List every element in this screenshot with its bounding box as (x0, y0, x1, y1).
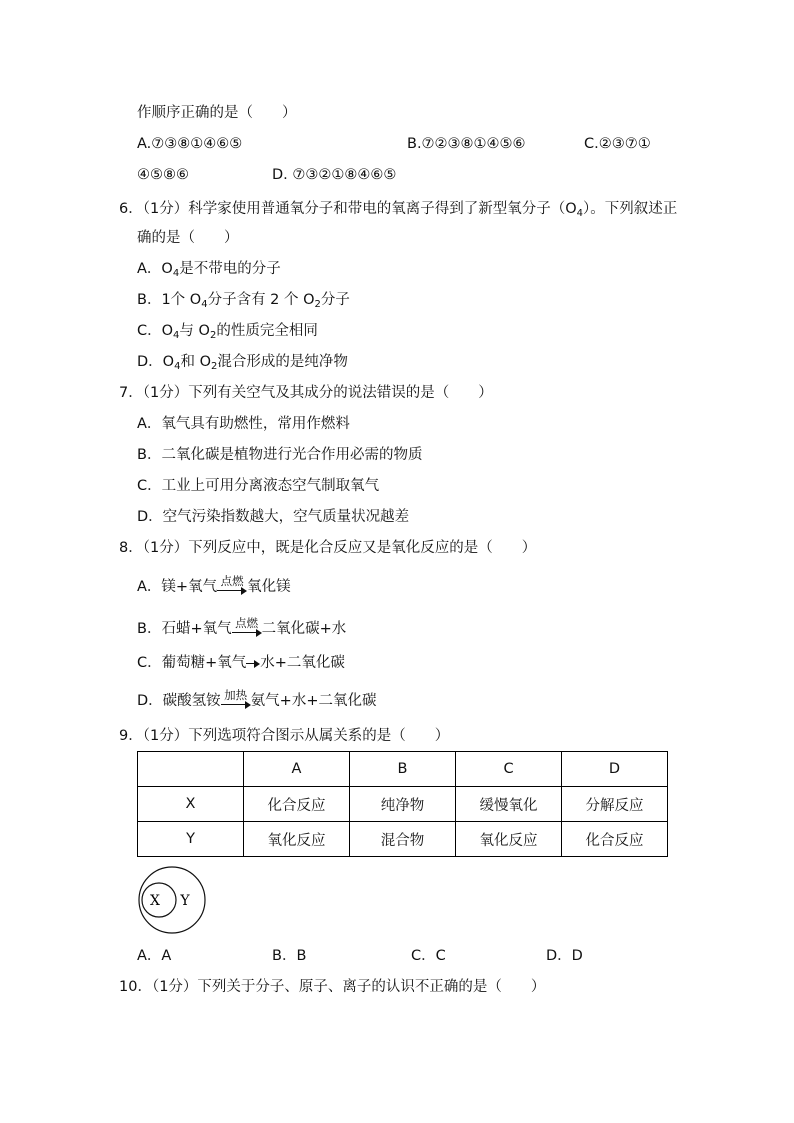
q9-stem: 9．（1分）下列选项符合图示从属关系的是（ ） (119, 728, 450, 744)
q6-option-d: D．$O_4$和 $O_2$混合形成的是纯净物 (137, 354, 348, 372)
q9-option-a: A．A (137, 948, 172, 964)
table-header-row (138, 752, 668, 787)
q10-stem: 10．（1分）下列关于分子、原子、离子的认识不正确的是（ ） (119, 979, 546, 995)
q9-table (137, 751, 668, 857)
q6-option-b: B．1个 $O_4$分子含有 2 个 $O_2$分子 (137, 292, 350, 310)
q9-option-c: C．C (411, 948, 446, 964)
table-cell: 氧化反应 (244, 822, 350, 857)
table-cell: D (562, 752, 668, 787)
table-cell: 纯净物 (350, 787, 456, 822)
q8-option-c: C．葡萄糖+氧气 水+二氧化碳 (137, 655, 345, 671)
q5-option-b: B.⑦②③⑧①④⑤⑥ (407, 136, 526, 152)
table-cell: 化合反应 (244, 787, 350, 822)
reaction-condition: 加热 (224, 688, 248, 702)
table-cell (138, 752, 244, 787)
table-cell: 混合物 (350, 822, 456, 857)
table-cell: Y (138, 822, 244, 857)
venn-diagram (136, 864, 208, 936)
table-cell: 缓慢氧化 (456, 787, 562, 822)
reaction-arrow-icon (221, 688, 251, 711)
q6-option-a: A．$O_4$是不带电的分子 (137, 261, 281, 279)
q9-option-b: B．B (272, 948, 307, 964)
q7-stem: 7．（1分）下列有关空气及其成分的说法错误的是（ ） (119, 385, 493, 401)
q5-option-c-continued: ④⑤⑧⑥ (137, 167, 189, 183)
q8-option-a: A．镁+氧气 点燃 氧化镁 (137, 577, 291, 597)
diagram-label-y: Y (180, 893, 190, 909)
reaction-arrow-icon (217, 574, 247, 597)
q8-option-b: B．石蜡+氧气 点燃 二氧化碳+水 (137, 619, 346, 639)
reaction-condition: 点燃 (235, 616, 259, 630)
q6-option-c: C．$O_4$与 $O_2$的性质完全相同 (137, 323, 318, 341)
q5-option-c: C.②③⑦① (584, 136, 651, 152)
q9-option-d: D．D (546, 948, 583, 964)
q7-option-b: B．二氧化碳是植物进行光合作用必需的物质 (137, 447, 423, 463)
reaction-condition: 点燃 (220, 574, 244, 588)
table-row (138, 787, 668, 822)
outer-circle (139, 867, 205, 933)
reaction-arrow-icon (246, 653, 260, 673)
table-cell: 化合反应 (562, 822, 668, 857)
table-cell: C (456, 752, 562, 787)
table-cell: 氧化反应 (456, 822, 562, 857)
q7-option-d: D．空气污染指数越大，空气质量状况越差 (137, 509, 410, 525)
q5-option-d: D. ⑦③②①⑧④⑥⑤ (272, 167, 397, 183)
q7-option-a: A．氧气具有助燃性，常用作燃料 (137, 416, 350, 432)
table-cell: 分解反应 (562, 787, 668, 822)
table-cell: B (350, 752, 456, 787)
q6-stem-line2: 确的是（ ） (137, 230, 239, 246)
q8-stem: 8．（1分）下列反应中，既是化合反应又是氧化反应的是（ ） (119, 540, 537, 556)
q7-option-c: C．工业上可用分离液态空气制取氧气 (137, 478, 380, 494)
reaction-arrow-icon (232, 616, 262, 639)
diagram-label-x: X (150, 893, 160, 909)
table-cell: X (138, 787, 244, 822)
table-row (138, 822, 668, 857)
q5-option-a: A.⑦③⑧①④⑥⑤ (137, 136, 243, 152)
q5-stem-tail: 作顺序正确的是（ ） (137, 105, 297, 121)
q8-option-d: D．碳酸氢铵 加热 氨气+水+二氧化碳 (137, 691, 376, 711)
q6-stem: 6．（1分）科学家使用普通氧分子和带电的氧离子得到了新型氧分子$(O_4)$。下列叙述正 (119, 201, 678, 219)
table-cell: A (244, 752, 350, 787)
